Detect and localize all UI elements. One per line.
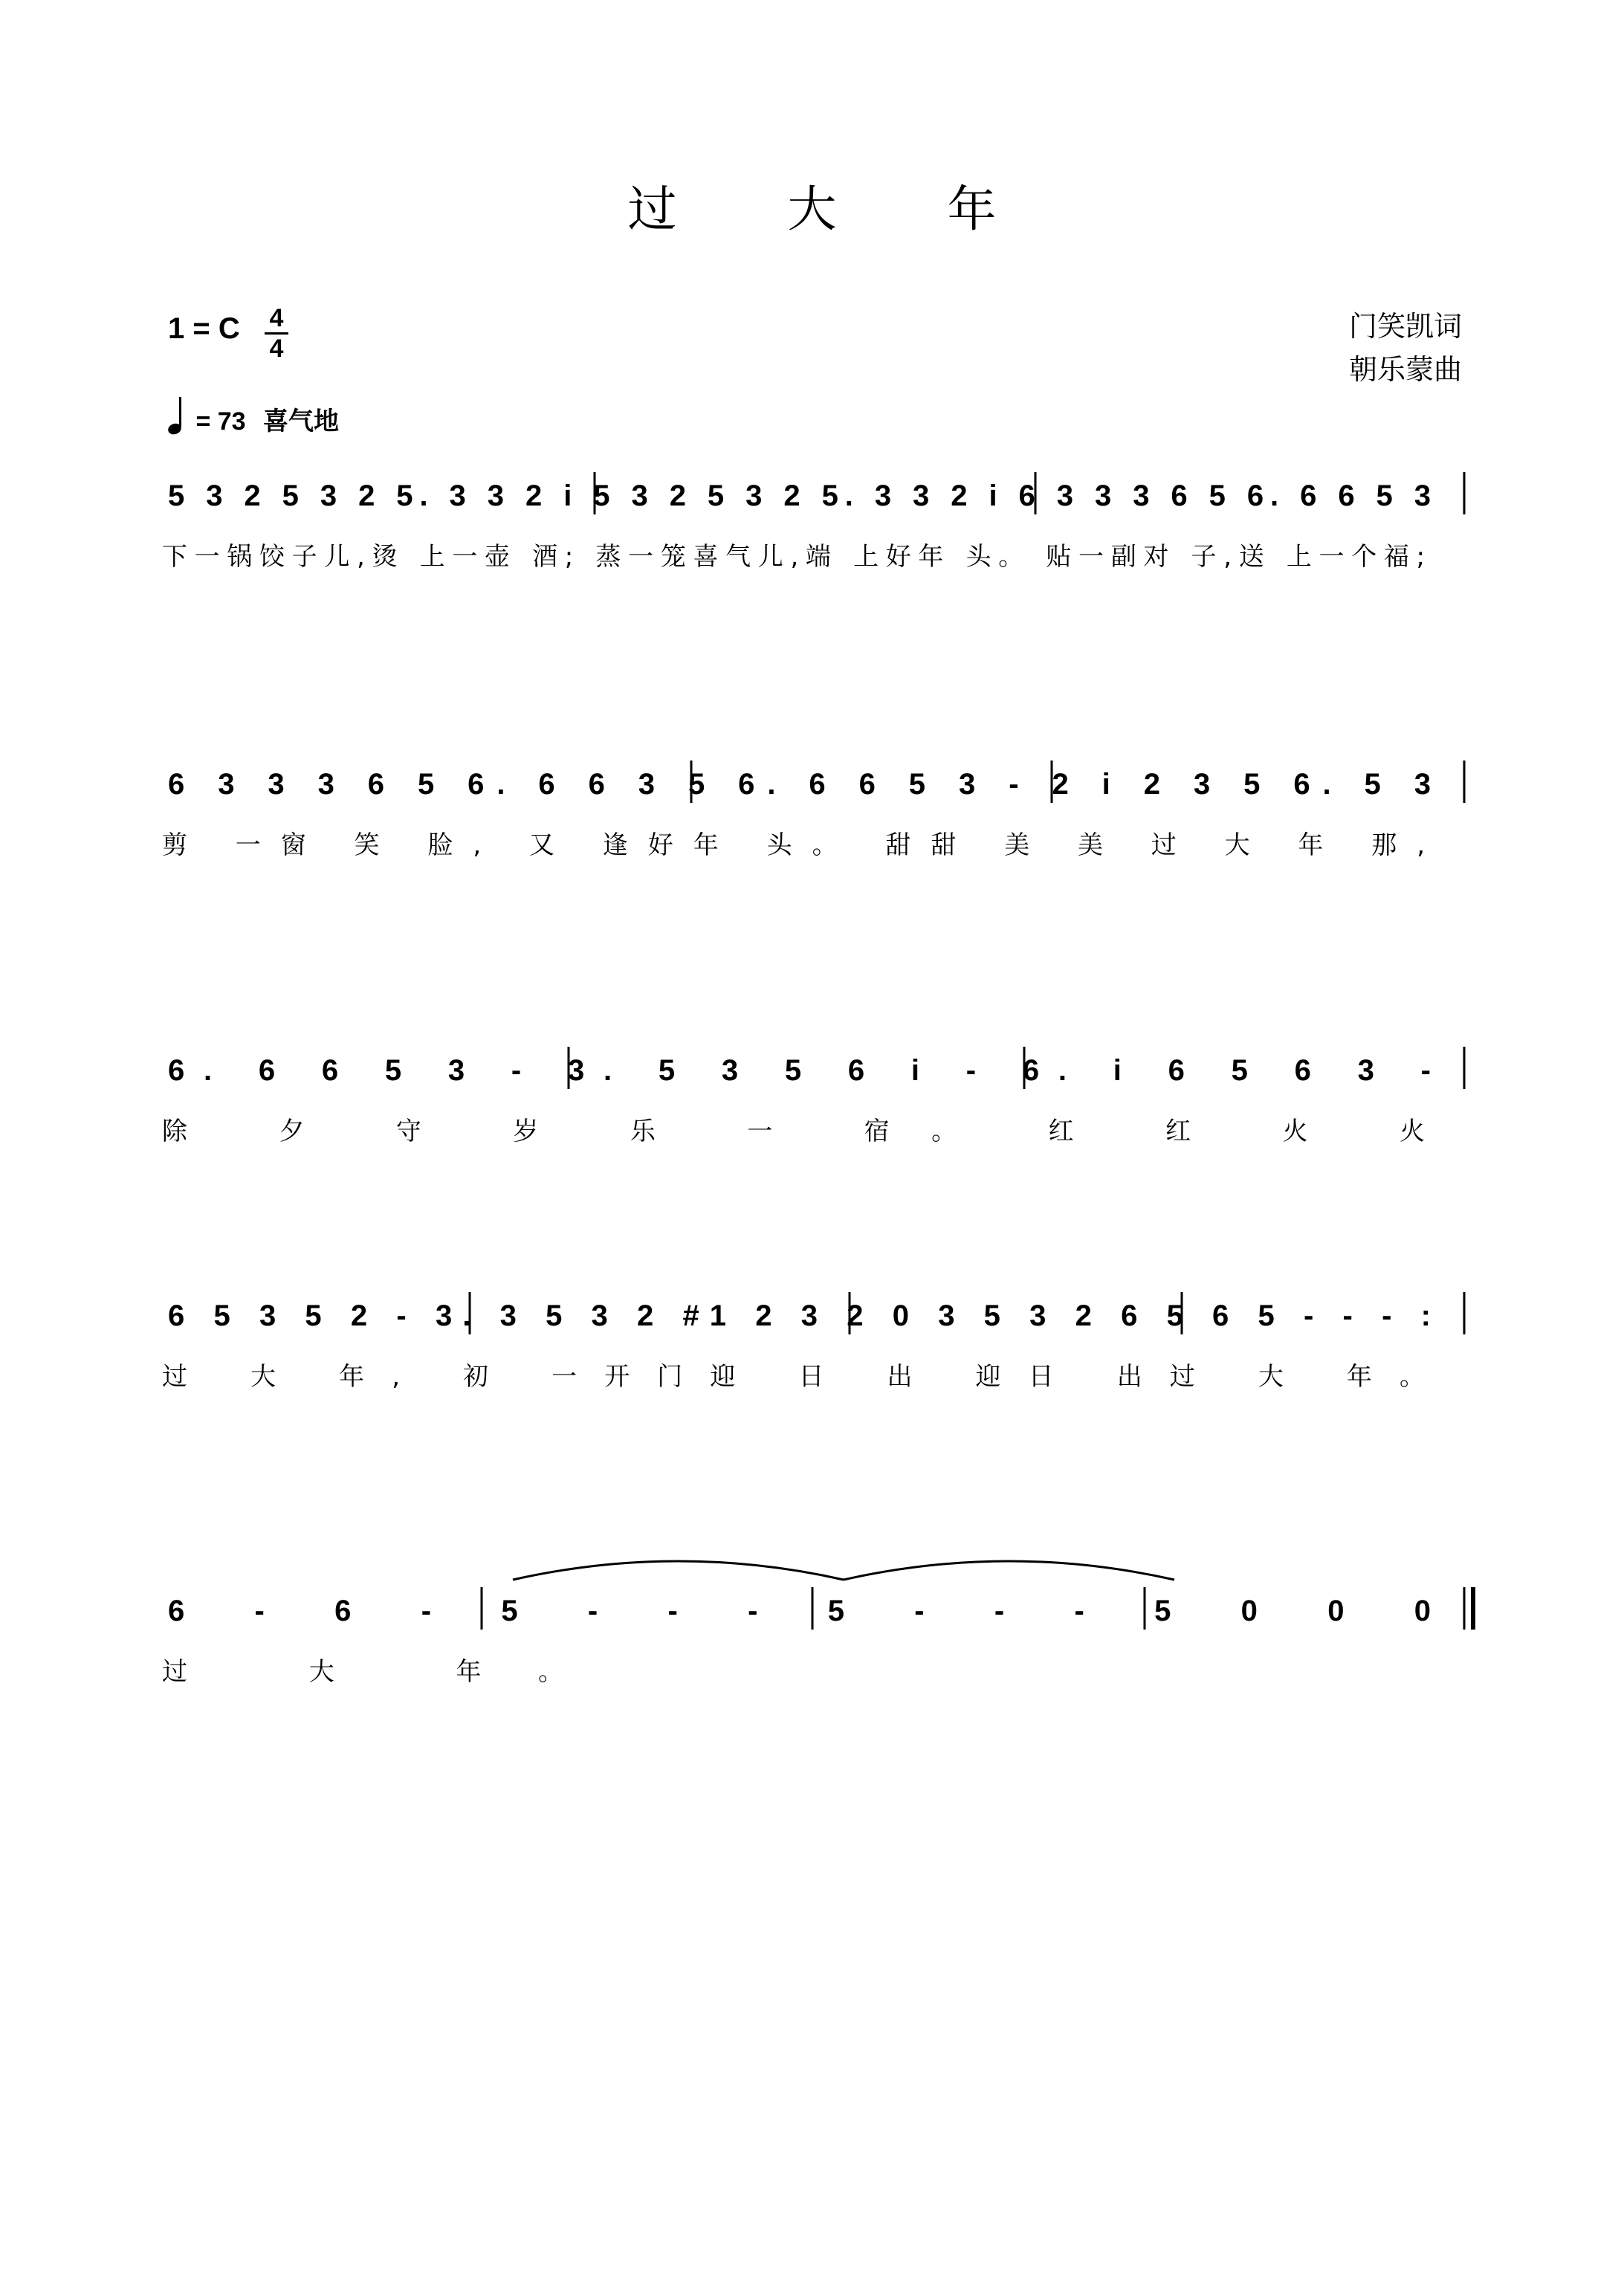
lyrics-line-3: 除 夕 守 岁 乐 一 宿。 红 红 火 火 — [162, 1117, 1426, 1146]
meter-top: 4 — [269, 304, 284, 332]
notation-line-4: 6 5 3 5 2 - 3. 3 5 3 2 #1 2 3 2 0 3 5 3 2 6 5 6 5 - - - : — [168, 1299, 1431, 1332]
song-title: 过 大 年 — [627, 181, 1044, 238]
tempo-expression: 喜气地 — [263, 407, 340, 436]
meter-bottom: 4 — [269, 335, 284, 363]
notation-line-1: 5 3 2 5 3 2 5. 3 3 2 i 5 3 2 5 3 2 5. 3 3 2 i 6 3 3 3 6 5 6. 6 6 5 3 — [168, 479, 1431, 512]
lyrics-line-5: 过 大 年。 — [162, 1657, 563, 1687]
lyricist-credit: 门笑凯词 — [1348, 310, 1462, 343]
tie-arc — [844, 1561, 1174, 1580]
tempo-marking — [168, 400, 339, 437]
lyrics-line-1: 下一锅饺子儿,烫 上一壶 酒; 蒸一笼喜气儿,端 上好年 头。 贴一副对 子,送 上一个福; — [162, 542, 1425, 572]
tempo-value: = 73 — [195, 407, 246, 436]
key-signature: 1 = C — [168, 312, 240, 345]
notation-line-5: 6 - 6 - 5 - - - 5 - - - 5 0 0 0 — [168, 1595, 1431, 1627]
lyrics-line-2: 剪 一窗 笑 脸, 又 逢好年 头。 甜甜 美 美 过 大 年 那, — [162, 830, 1426, 860]
tie-arc — [513, 1561, 844, 1580]
lyrics-line-4: 过 大 年, 初 一开门迎 日 出 迎日 出过 大 年。 — [162, 1362, 1425, 1392]
credits — [1349, 305, 1462, 391]
composer-credit: 朝乐蒙曲 — [1348, 353, 1462, 386]
notation-line-2: 6 3 3 3 6 5 6. 6 6 3 5 6. 6 6 5 3 - 2 i 2 3 5 6. 5 3 — [168, 768, 1431, 801]
notation-line-3: 6. 6 6 5 3 - 3. 5 3 5 6 i - 6. i 6 5 6 3 - — [168, 1054, 1431, 1087]
time-signature — [262, 305, 291, 362]
